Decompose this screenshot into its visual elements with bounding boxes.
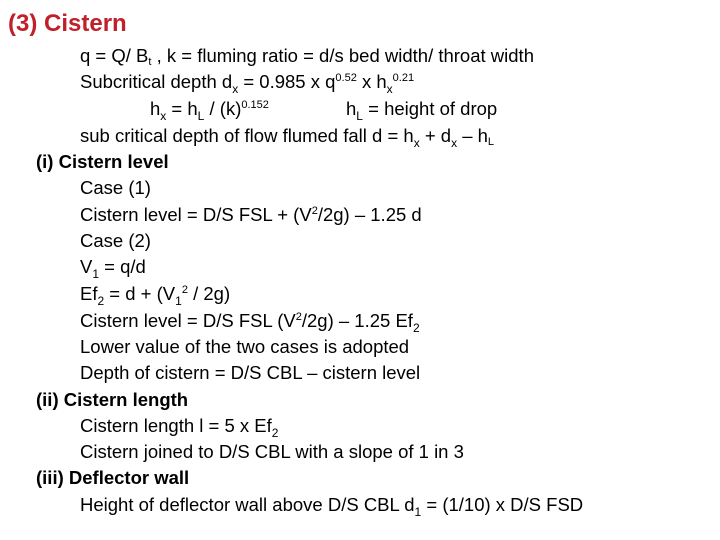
hx-formula-line: $h_x = h_L / (k)^{0.152}$ — [150, 98, 269, 123]
case-1-label: Case (1) — [80, 177, 151, 198]
hl-definition: $h_L$ = height of drop — [346, 98, 498, 123]
section-title: (3) Cistern — [8, 10, 127, 37]
q-formula-line: q = Q/ Bt , k = fluming ratio = d/s bed width/ throat width — [80, 45, 534, 68]
ef2-formula: $Ef_2 = d + (V_1^2 / 2g)$ — [80, 283, 231, 308]
deflector-wall-heading: (iii) Deflector wall — [36, 467, 190, 488]
subcritical-depth-line: Subcritical depth $d_x = 0.985$ x $q^{0.52}$ x $h_x^{0.21}$ — [80, 71, 415, 96]
case-2-label: Case (2) — [80, 230, 151, 251]
depth-of-cistern: Depth of cistern = D/S CBL – cistern level — [80, 362, 421, 383]
cistern-level-case2: Cistern level = D/S FSL $(V^2/2g) - 1.25$ $Ef_2$ — [80, 310, 420, 335]
cistern-level-heading: (i) Cistern level — [36, 151, 169, 172]
cistern-length-formula: Cistern length l = 5 x $Ef_2$ — [80, 415, 279, 440]
cistern-level-case1: Cistern level = D/S FSL + $(V^2/2g) - 1.25$ d — [80, 204, 422, 225]
v1-formula: $V_1 = q/d$ — [80, 256, 146, 281]
cistern-slope-note: Cistern joined to D/S CBL with a slope of 1 in 3 — [80, 441, 464, 462]
flumed-depth-line: sub critical depth of flow flumed fall $d = h_x + d_x$ – hL — [80, 125, 495, 150]
lower-value-note: Lower value of the two cases is adopted — [80, 336, 410, 357]
cistern-length-heading: (ii) Cistern length — [36, 389, 189, 410]
deflector-wall-formula: Height of deflector wall above D/S CBL $d_1 = (1/10)$ x D/S FSD — [80, 494, 584, 519]
